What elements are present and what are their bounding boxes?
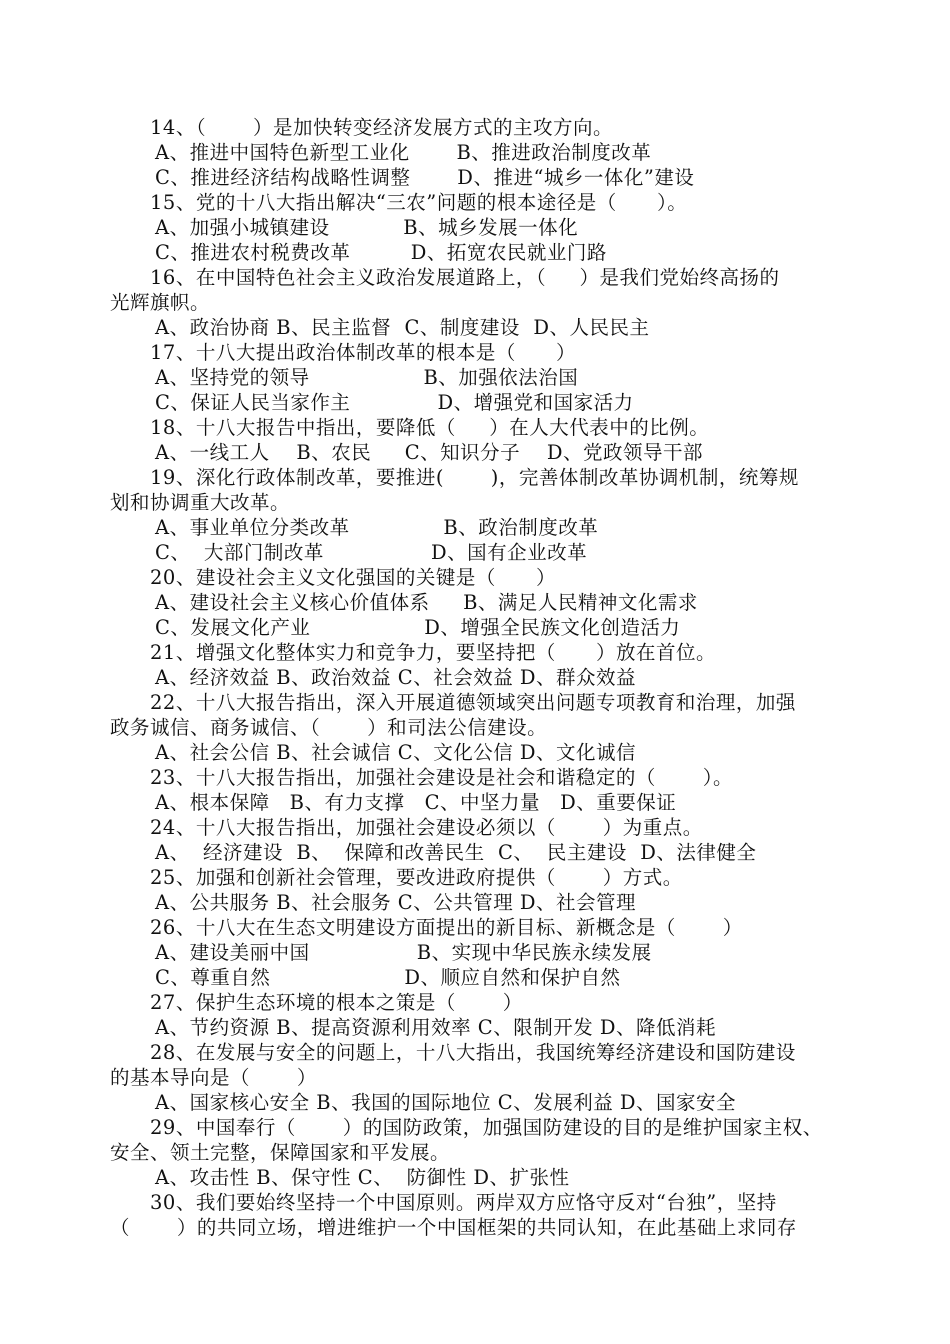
answer-options-line: A、经济效益 B、政治效益 C、社会效益 D、群众效益 bbox=[155, 666, 637, 689]
answer-options-line: A、建设美丽中国 B、实现中华民族永续发展 bbox=[155, 941, 652, 964]
question-continuation-line: 光辉旗帜。 bbox=[110, 291, 211, 314]
question-line: 27、保护生态环境的根本之策是（ ） bbox=[150, 991, 523, 1014]
answer-options-line: C、尊重自然 D、顺应自然和保护自然 bbox=[155, 966, 621, 989]
question-line: 21、增强文化整体实力和竞争力，要坚持把（ ）放在首位。 bbox=[150, 641, 717, 664]
question-line: 18、十八大报告中指出，要降低（ ）在人大代表中的比例。 bbox=[150, 416, 710, 439]
answer-options-line: C、 大部门制改革 D、国有企业改革 bbox=[155, 541, 588, 564]
question-line: 16、在中国特色社会主义政治发展道路上，（ ）是我们党始终高扬的 bbox=[150, 266, 780, 289]
exam-question-list bbox=[110, 115, 850, 1240]
question-line: 14、（ ）是加快转变经济发展方式的主攻方向。 bbox=[150, 116, 613, 139]
question-line: 28、在发展与安全的问题上，十八大指出，我国统筹经济建设和国防建设 bbox=[150, 1041, 796, 1064]
answer-options-line: A、攻击性 B、保守性 C、 防御性 D、扩张性 bbox=[155, 1166, 570, 1189]
question-line: 25、加强和创新社会管理，要改进政府提供（ ）方式。 bbox=[150, 866, 683, 889]
question-line: 19、深化行政体制改革，要推进( )，完善体制改革协调机制，统筹规 bbox=[150, 466, 799, 489]
question-continuation-line: （ ）的共同立场，增进维护一个中国框架的共同认知，在此基础上求同存 bbox=[110, 1216, 797, 1239]
question-continuation-line: 的基本导向是（ ） bbox=[110, 1066, 317, 1089]
answer-options-line: A、一线工人 B、农民 C、知识分子 D、党政领导干部 bbox=[155, 441, 704, 464]
answer-options-line: A、 经济建设 B、 保障和改善民生 C、 民主建设 D、法律健全 bbox=[155, 841, 757, 864]
answer-options-line: C、推进经济结构战略性调整 D、推进“城乡一体化”建设 bbox=[155, 166, 695, 189]
answer-options-line: A、社会公信 B、社会诚信 C、文化公信 D、文化诚信 bbox=[155, 741, 637, 764]
answer-options-line: A、政治协商 B、民主监督 C、制度建设 D、人民民主 bbox=[155, 316, 650, 339]
question-continuation-line: 安全、领土完整，保障国家和平发展。 bbox=[110, 1141, 451, 1164]
answer-options-line: A、根本保障 B、有力支撑 C、中坚力量 D、重要保证 bbox=[155, 791, 677, 814]
question-line: 15、党的十八大指出解决“三农”问题的根本途径是（ ）。 bbox=[150, 191, 688, 214]
question-continuation-line: 政务诚信、商务诚信、（ ）和司法公信建设。 bbox=[110, 716, 548, 739]
question-line: 29、中国奉行（ ）的国防政策，加强国防建设的目的是维护国家主权、 bbox=[150, 1116, 823, 1139]
answer-options-line: A、建设社会主义核心价值体系 B、满足人民精神文化需求 bbox=[155, 591, 698, 614]
answer-options-line: C、推进农村税费改革 D、拓宽农民就业门路 bbox=[155, 241, 607, 264]
answer-options-line: A、节约资源 B、提高资源利用效率 C、限制开发 D、降低消耗 bbox=[155, 1016, 717, 1039]
answer-options-line: A、国家核心安全 B、我国的国际地位 C、发展利益 D、国家安全 bbox=[155, 1091, 737, 1114]
question-line: 20、建设社会主义文化强国的关键是（ ） bbox=[150, 566, 557, 589]
answer-options-line: C、发展文化产业 D、增强全民族文化创造活力 bbox=[155, 616, 681, 639]
answer-options-line: A、坚持党的领导 B、加强依法治国 bbox=[155, 366, 579, 389]
question-continuation-line: 划和协调重大改革。 bbox=[110, 491, 291, 514]
question-line: 17、十八大提出政治体制改革的根本是（ ） bbox=[150, 341, 577, 364]
question-line: 30、我们要始终坚持一个中国原则。两岸双方应恪守反对“台独”，坚持 bbox=[150, 1191, 777, 1214]
answer-options-line: A、推进中国特色新型工业化 B、推进政治制度改革 bbox=[155, 141, 652, 164]
answer-options-line: C、保证人民当家作主 D、增强党和国家活力 bbox=[155, 391, 634, 414]
answer-options-line: A、加强小城镇建设 B、城乡发展一体化 bbox=[155, 216, 579, 239]
answer-options-line: A、公共服务 B、社会服务 C、公共管理 D、社会管理 bbox=[155, 891, 637, 914]
question-line: 26、十八大在生态文明建设方面提出的新目标、新概念是（ ） bbox=[150, 916, 743, 939]
question-line: 22、十八大报告指出，深入开展道德领域突出问题专项教育和治理，加强 bbox=[150, 691, 796, 714]
answer-options-line: A、事业单位分类改革 B、政治制度改革 bbox=[155, 516, 599, 539]
question-line: 24、十八大报告指出，加强社会建设必须以（ ）为重点。 bbox=[150, 816, 703, 839]
question-line: 23、十八大报告指出，加强社会建设是社会和谐稳定的（ ）。 bbox=[150, 766, 733, 789]
